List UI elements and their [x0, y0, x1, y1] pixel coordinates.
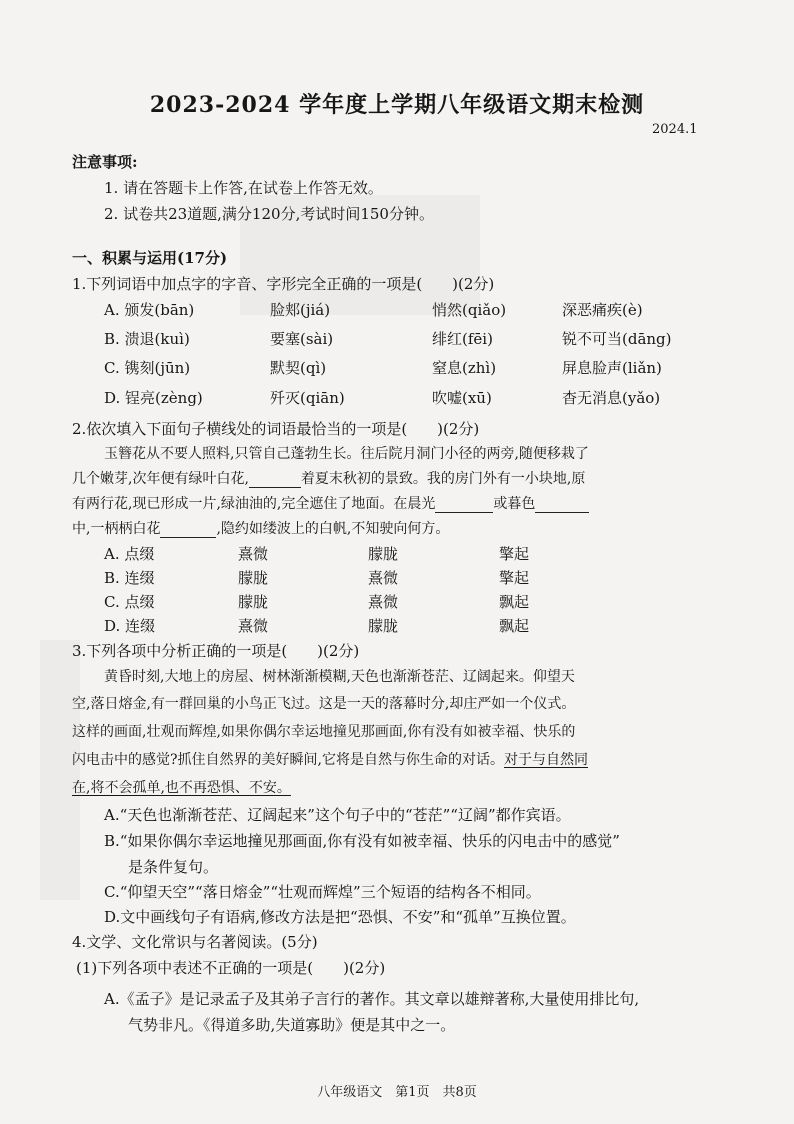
passage-text: 着夏末秋初的景致。我的房门外有一小块地,原 [300, 471, 586, 487]
option-cell: 飘起 [499, 593, 530, 611]
question-stem: 4.文学、文化常识与名著阅读。(5分) [72, 933, 318, 951]
question-stem: 2.依次填入下面句子横线处的词语最恰当的一项是( )(2分) [72, 420, 480, 438]
option-cell: 歼灭(qiān) [270, 389, 345, 407]
option-cell: 熹微 [238, 545, 269, 563]
option-cell: 熹微 [368, 569, 399, 587]
page-footer: 八年级语文 第1页 共8页 [317, 1085, 477, 1100]
section-heading: 一、积累与运用(17分) [72, 249, 228, 267]
option-cell: D. 锃亮(zèng) [104, 389, 203, 407]
passage-line: 空,落日熔金,有一群回巢的小鸟正飞过。这是一天的落幕时分,却庄严如一个仪式。 [72, 696, 576, 712]
option-cell: B. 溃退(kuì) [104, 330, 190, 348]
option-text: 是条件复句。 [128, 858, 219, 876]
option-cell: 绯红(fēi) [432, 330, 493, 348]
passage-line: 这样的画面,壮观而辉煌,如果你偶尔幸运地撞见那画面,你有没有如被幸福、快乐的 [72, 724, 576, 740]
option-text: 气势非凡。《得道多助,失道寡助》便是其中之一。 [128, 1016, 456, 1034]
notice-item: 1. 请在答题卡上作答,在试卷上作答无效。 [104, 179, 383, 197]
option-cell: C. 镌刻(jūn) [104, 359, 191, 377]
blank-4 [160, 521, 216, 538]
question-stem: 1.下列词语中加点字的字音、字形完全正确的一项是( )(2分) [72, 275, 495, 293]
scan-smudge [40, 640, 80, 900]
blank-2 [435, 496, 493, 513]
passage-line [72, 493, 589, 513]
passage-text: 闪电击中的感觉?抓住自然界的美好瞬间,它将是自然与你生命的对话。 [72, 752, 504, 768]
option-cell: 要塞(sài) [270, 330, 334, 348]
passage-text: 或暮色 [493, 496, 536, 512]
option-cell: 擎起 [499, 545, 530, 563]
passage-text: 中,一柄柄白花 [72, 521, 161, 537]
underlined-sentence: 对于与自然同 [503, 752, 588, 768]
option-cell: 脸郏(jiá) [270, 301, 331, 319]
option-cell: 默契(qì) [270, 359, 327, 377]
option-text: A.《孟子》是记录孟子及其弟子言行的著作。其文章以雄辩著称,大量使用排比句, [104, 990, 640, 1008]
option-cell: 杳无消息(yǎo) [562, 389, 661, 407]
option-cell: D. 连缀 [104, 617, 156, 635]
passage-line [72, 749, 588, 769]
notice-heading: 注意事项: [72, 153, 138, 171]
option-cell: 窒息(zhì) [432, 359, 497, 377]
option-cell: A. 点缀 [104, 545, 155, 563]
passage-text: ,隐约如缕波上的白帆,不知驶向何方。 [216, 521, 450, 537]
option-cell: 熹微 [238, 617, 269, 635]
option-cell: 飘起 [499, 617, 530, 635]
option-text: B.“如果你偶尔幸运地撞见那画面,你有没有如被幸福、快乐的闪电击中的感觉” [104, 832, 620, 850]
option-cell: 熹微 [368, 593, 399, 611]
passage-line: 黄昏时刻,大地上的房屋、树林渐渐模糊,天色也渐渐苍茫、辽阔起来。仰望天 [104, 669, 575, 685]
option-text: D.文中画线句子有语病,修改方法是把“恐惧、不安”和“孤单”互换位置。 [104, 908, 576, 926]
option-cell: 朦胧 [368, 545, 399, 563]
blank-3 [535, 496, 589, 513]
exam-title: 2023-2024 学年度上学期八年级语文期末检测 [149, 92, 645, 118]
option-cell: 擎起 [499, 569, 530, 587]
passage-text: 有两行花,现已形成一片,绿油油的,完全遮住了地面。在晨光 [72, 496, 436, 512]
option-cell: 锐不可当(dāng) [562, 330, 672, 348]
exam-date: 2024.1 [652, 122, 698, 137]
underlined-sentence: 在,将不会孤单,也不再恐惧、不安。 [72, 780, 291, 796]
option-cell: 朦胧 [238, 593, 269, 611]
notice-item: 2. 试卷共23道题,满分120分,考试时间150分钟。 [104, 205, 434, 223]
option-cell: B. 连缀 [104, 569, 155, 587]
option-cell: 吹嘘(xū) [432, 389, 492, 407]
option-text: A.“天色也渐渐苍茫、辽阔起来”这个句子中的“苍茫”“辽阔”都作宾语。 [104, 806, 571, 824]
option-cell: 悄然(qiǎo) [432, 301, 507, 319]
option-text: C.“仰望天空”“落日熔金”“壮观而辉煌”三个短语的结构各不相同。 [104, 883, 541, 901]
option-cell: 朦胧 [368, 617, 399, 635]
passage-line: 玉簪花从不要人照料,只管自己蓬勃生长。往后院月洞门小径的两旁,随便移栽了 [104, 446, 589, 462]
option-cell: A. 颁发(bān) [104, 301, 195, 319]
question-stem: 3.下列各项中分析正确的一项是( )(2分) [72, 642, 360, 660]
passage-text: 几个嫩芽,次年便有绿叶白花, [72, 471, 249, 487]
option-cell: 深恶痛疾(è) [562, 301, 643, 319]
option-cell: 朦胧 [238, 569, 269, 587]
passage-line [72, 468, 585, 488]
passage-line [72, 518, 449, 538]
option-cell: 屏息脸声(liǎn) [562, 359, 662, 377]
option-cell: C. 点缀 [104, 593, 155, 611]
blank-1 [249, 471, 301, 488]
sub-question: (1)下列各项中表述不正确的一项是( )(2分) [76, 959, 386, 977]
